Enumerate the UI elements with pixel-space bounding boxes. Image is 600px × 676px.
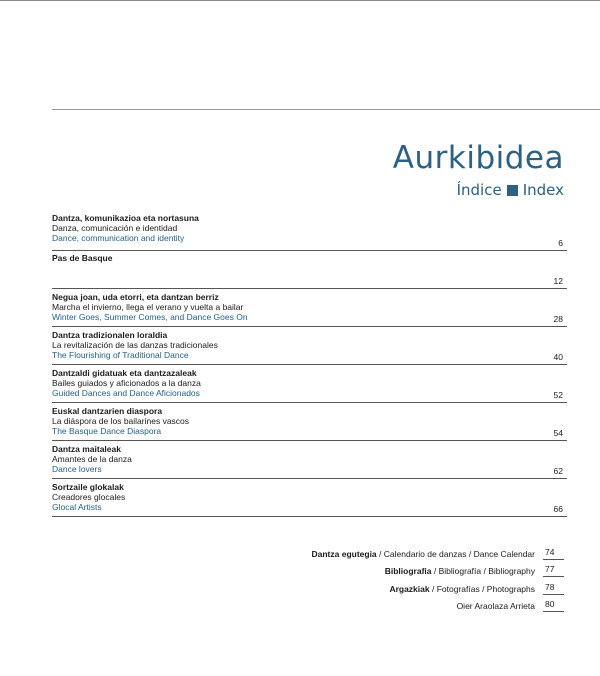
entry-title-spanish: Marcha el invierno, llega el verano y vuelta a bailar (52, 302, 244, 312)
toc-entry[interactable] (52, 441, 567, 479)
entry-page-number: 6 (558, 238, 563, 248)
entry-title-basque: Sortzaile glokalak (52, 482, 124, 492)
appendix-title-basque: Dantza egutegia (311, 548, 377, 559)
entry-title-spanish: Bailes guiados y aficionados a la danza (52, 378, 201, 388)
entry-title-spanish: La revitalización de las danzas tradicionales (52, 340, 218, 350)
entry-title-spanish: Creadores glocales (52, 492, 126, 502)
page-subtitle (457, 183, 564, 198)
appendix-title-english: Bibliography (488, 566, 535, 576)
appendix-entry[interactable]: Dantza egutegia / Calendario de danzas / Dance Calendar 74 (234, 542, 564, 560)
entry-title-basque: Negua joan, uda etorri, eta dantzan berriz (52, 292, 219, 302)
toc-entry[interactable] (52, 403, 567, 441)
appendix-page-number: 78 (543, 581, 564, 595)
page-title: Aurkibidea (392, 140, 564, 176)
appendix-list (234, 542, 564, 612)
toc-entry[interactable] (52, 289, 567, 327)
appendix-entry[interactable]: Bibliografia / Bibliografía / Bibliography 77 (234, 560, 564, 578)
entry-page-number: 28 (553, 314, 563, 324)
entry-title-english: Glocal Artists (52, 502, 102, 512)
entry-title-basque: Dantza, komunikazioa eta nortasuna (52, 213, 199, 223)
entry-title-spanish: Amantes de la danza (52, 454, 132, 464)
entry-page-number: 40 (553, 352, 563, 362)
appendix-title-basque: Bibliografia (384, 566, 432, 576)
appendix-title-spanish: Calendario de danzas (383, 548, 467, 559)
entry-title-english: Winter Goes, Summer Comes, and Dance Goes On (52, 312, 248, 322)
appendix-page-number: 74 (543, 546, 564, 560)
entry-title-basque: Pas de Basque (52, 253, 113, 263)
square-icon (507, 185, 518, 196)
subtitle-spanish: Índice (456, 181, 502, 199)
entry-title-english: The Flourishing of Traditional Dance (52, 350, 189, 360)
appendix-entry[interactable] (234, 595, 564, 613)
entry-page-number: 12 (553, 276, 563, 286)
entry-title-english: Guided Dances and Dance Aficionados (52, 388, 200, 398)
entry-title-english: Dance lovers (52, 464, 102, 474)
table-of-contents (52, 213, 567, 517)
entry-page-number: 62 (553, 466, 563, 476)
appendix-page-number: 80 (543, 598, 564, 612)
appendix-title-spanish: Fotografías (436, 583, 480, 594)
entry-page-number: 52 (553, 390, 563, 400)
entry-title-english: Dance, communication and identity (52, 233, 185, 243)
top-rule (0, 0, 600, 1)
toc-entry[interactable] (52, 327, 567, 365)
subtitle-english: Index (522, 181, 564, 199)
entry-title-basque: Dantza maitaleak (52, 444, 121, 454)
entry-title-basque: Euskal dantzarien diaspora (52, 406, 163, 416)
header-rule (52, 109, 600, 110)
toc-entry[interactable] (52, 365, 567, 403)
entry-title-spanish: La diáspora de los bailarines vascos (52, 416, 190, 426)
toc-entry[interactable] (52, 213, 567, 251)
appendix-entry[interactable]: Argazkiak / Fotografías / Photographs 78 (234, 577, 564, 595)
entry-page-number: 66 (553, 504, 563, 514)
appendix-title-spanish: Bibliografía (438, 566, 482, 576)
toc-entry[interactable] (52, 479, 567, 517)
entry-title-spanish: Danza, comunicación e identidad (52, 223, 178, 233)
appendix-title-basque: Argazkiak (389, 583, 430, 594)
entry-title-basque: Dantza tradizionalen loraldia (52, 330, 168, 340)
appendix-author: Oier Araolaza Arrieta (456, 601, 535, 611)
entry-title-basque: Dantzaldi gidatuak eta dantzazaleak (52, 368, 197, 378)
toc-entry[interactable] (52, 251, 567, 289)
appendix-page-number: 77 (543, 563, 564, 577)
entry-title-english: The Basque Dance Diaspora (52, 426, 162, 436)
appendix-title-english: Dance Calendar (473, 548, 535, 559)
appendix-title-english: Photographs (486, 583, 535, 594)
entry-page-number: 54 (553, 428, 563, 438)
